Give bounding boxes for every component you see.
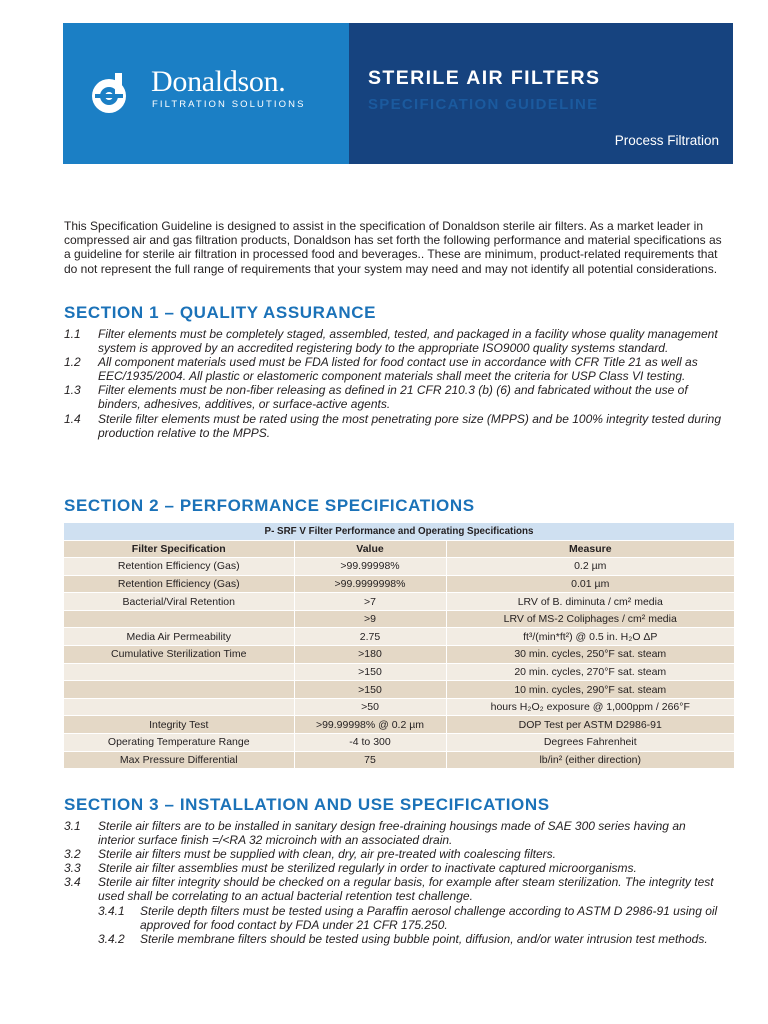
table-row [64, 734, 734, 752]
column-header: Measure [446, 540, 734, 558]
list-item [64, 847, 724, 861]
section-3-list [64, 819, 724, 946]
table-row [64, 646, 734, 664]
document-subtitle: SPECIFICATION GUIDELINE [368, 96, 599, 113]
table-cell: 0.2 µm [446, 558, 734, 576]
table-cell: Max Pressure Differential [64, 751, 294, 769]
column-header: Value [294, 540, 446, 558]
table-cell: Bacterial/Viral Retention [64, 593, 294, 611]
table-row [64, 663, 734, 681]
item-number: 3.4.2 [98, 931, 125, 946]
item-text: Sterile filter elements must be rated using the most penetrating pore size (MPPS) and be 100% integrity tested during production relative to the MPPS. [98, 411, 721, 440]
item-number: 3.3 [64, 861, 81, 876]
table-header-row [64, 540, 734, 558]
table-cell: 2.75 [294, 628, 446, 646]
list-item [64, 355, 724, 383]
table-cell: >9 [294, 610, 446, 628]
table-cell: 0.01 µm [446, 575, 734, 593]
list-item [64, 383, 724, 411]
table-cell: Integrity Test [64, 716, 294, 734]
section-3-heading: SECTION 3 – INSTALLATION AND USE SPECIFICATIONS [64, 795, 550, 814]
item-text: Sterile air filter assemblies must be sterilized regularly in order to inactivate captured microorganisms. [98, 861, 637, 876]
table-cell: 20 min. cycles, 270°F sat. steam [446, 663, 734, 681]
table-cell: 30 min. cycles, 250°F sat. steam [446, 646, 734, 664]
table-cell: >180 [294, 646, 446, 664]
table-cell: LRV of B. diminuta / cm² media [446, 593, 734, 611]
section-2-heading: SECTION 2 – PERFORMANCE SPECIFICATIONS [64, 496, 475, 515]
item-number: 3.1 [64, 819, 81, 833]
table-caption: P- SRF V Filter Performance and Operating Specifications [64, 523, 734, 540]
donaldson-logo-icon [89, 71, 133, 115]
table-cell: ft³/(min*ft²) @ 0.5 in. H₂O ΔP [446, 628, 734, 646]
item-number: 1.4 [64, 411, 81, 426]
item-number: 1.1 [64, 327, 81, 341]
item-number: 3.2 [64, 847, 81, 862]
item-text: Sterile air filters are to be installed in sanitary design free-draining housings made of SAE 300 series having an interior surface finish =/<RA 32 microinch with an associated drain. [98, 819, 686, 848]
table-cell: Retention Efficiency (Gas) [64, 575, 294, 593]
table-cell: >150 [294, 681, 446, 699]
table-row [64, 628, 734, 646]
brand-tagline: FILTRATION SOLUTIONS [152, 99, 306, 110]
table-cell: >99.99998% [294, 558, 446, 576]
list-item [64, 412, 724, 440]
table-cell: 10 min. cycles, 290°F sat. steam [446, 681, 734, 699]
item-number: 3.4.1 [98, 903, 125, 918]
table-row [64, 698, 734, 716]
table-row [64, 716, 734, 734]
sub-list-item [64, 932, 724, 946]
table-row [64, 575, 734, 593]
table-cell: >50 [294, 698, 446, 716]
table-cell: LRV of MS-2 Coliphages / cm² media [446, 610, 734, 628]
item-number: 1.2 [64, 355, 81, 370]
table-row [64, 593, 734, 611]
sub-list-item [64, 904, 724, 932]
item-text: Sterile depth filters must be tested using a Paraffin aerosol challenge according to ASTM D 2986-91 using oil approved for food contact by FDA under 21 CFR 175.250. [140, 903, 718, 932]
table-cell: lb/in² (either direction) [446, 751, 734, 769]
document-title: STERILE AIR FILTERS [368, 67, 601, 89]
table-cell: Degrees Fahrenheit [446, 734, 734, 752]
document-header [63, 23, 733, 164]
brand-name: Donaldson. [151, 65, 286, 98]
item-text: Filter elements must be non-fiber releasing as defined in 21 CFR 210.3 (b) (6) and fabricated without the use of binders, adhesives, additives, or surface-active agents. [98, 383, 688, 412]
table-cell: Operating Temperature Range [64, 734, 294, 752]
item-text: Sterile membrane filters should be tested using bubble point, diffusion, and/or water intrusion test methods. [140, 931, 708, 946]
table-cell [64, 663, 294, 681]
list-item [64, 327, 724, 355]
table-cell: >7 [294, 593, 446, 611]
table-row [64, 610, 734, 628]
item-number: 3.4 [64, 875, 81, 890]
column-header: Filter Specification [64, 540, 294, 558]
table-cell: 75 [294, 751, 446, 769]
table-cell [64, 698, 294, 716]
table-cell: -4 to 300 [294, 734, 446, 752]
brand-panel [63, 23, 349, 164]
title-panel [349, 23, 733, 164]
division-label: Process Filtration [614, 133, 719, 148]
table-cell: >99.99998% @ 0.2 µm [294, 716, 446, 734]
table-cell: >150 [294, 663, 446, 681]
table-row [64, 558, 734, 576]
table-cell: Retention Efficiency (Gas) [64, 558, 294, 576]
table-cell: Cumulative Sterilization Time [64, 646, 294, 664]
table-row [64, 751, 734, 769]
item-text: Filter elements must be completely staged, assembled, tested, and packaged in a facility whose quality management system is approved by an accredited registering body to the appropriate ISO9000 quality systems standard. [98, 327, 718, 356]
list-item [64, 819, 724, 847]
performance-spec-table [64, 523, 734, 769]
table-cell [64, 610, 294, 628]
table-cell: Media Air Permeability [64, 628, 294, 646]
item-number: 1.3 [64, 383, 81, 398]
table-cell: DOP Test per ASTM D2986-91 [446, 716, 734, 734]
list-item [64, 875, 724, 903]
item-text: Sterile air filter integrity should be checked on a regular basis, for example after steam sterilization. The integrity test used shall be correlating to an actual bacterial retention test challenge. [98, 875, 714, 904]
list-item [64, 861, 724, 875]
item-text: Sterile air filters must be supplied with clean, dry, air pre-treated with coalescing filters. [98, 847, 556, 862]
table-cell: hours H₂O₂ exposure @ 1,000ppm / 266°F [446, 698, 734, 716]
item-text: All component materials used must be FDA listed for food contact use in accordance with CFR Title 21 as well as EEC/1935/2004. All plastic or elastomeric component materials shall meet the criteria for USP Class VI testing. [98, 355, 698, 384]
table-row [64, 681, 734, 699]
intro-paragraph: This Specification Guideline is designed to assist in the specification of Donaldson sterile air filters. As a market leader in compressed air and gas filtration products, Donaldson has set forth the following performance and material specifications as a guideline for sterile air filtration in processed food and beverages.. These are minimum, product-related requirements that do not represent the full range of requirements that your system may need and may not identify all potential considerations. [64, 219, 722, 276]
table-cell: >99.9999998% [294, 575, 446, 593]
table-cell [64, 681, 294, 699]
section-1-list [64, 327, 724, 440]
section-1-heading: SECTION 1 – QUALITY ASSURANCE [64, 303, 377, 322]
